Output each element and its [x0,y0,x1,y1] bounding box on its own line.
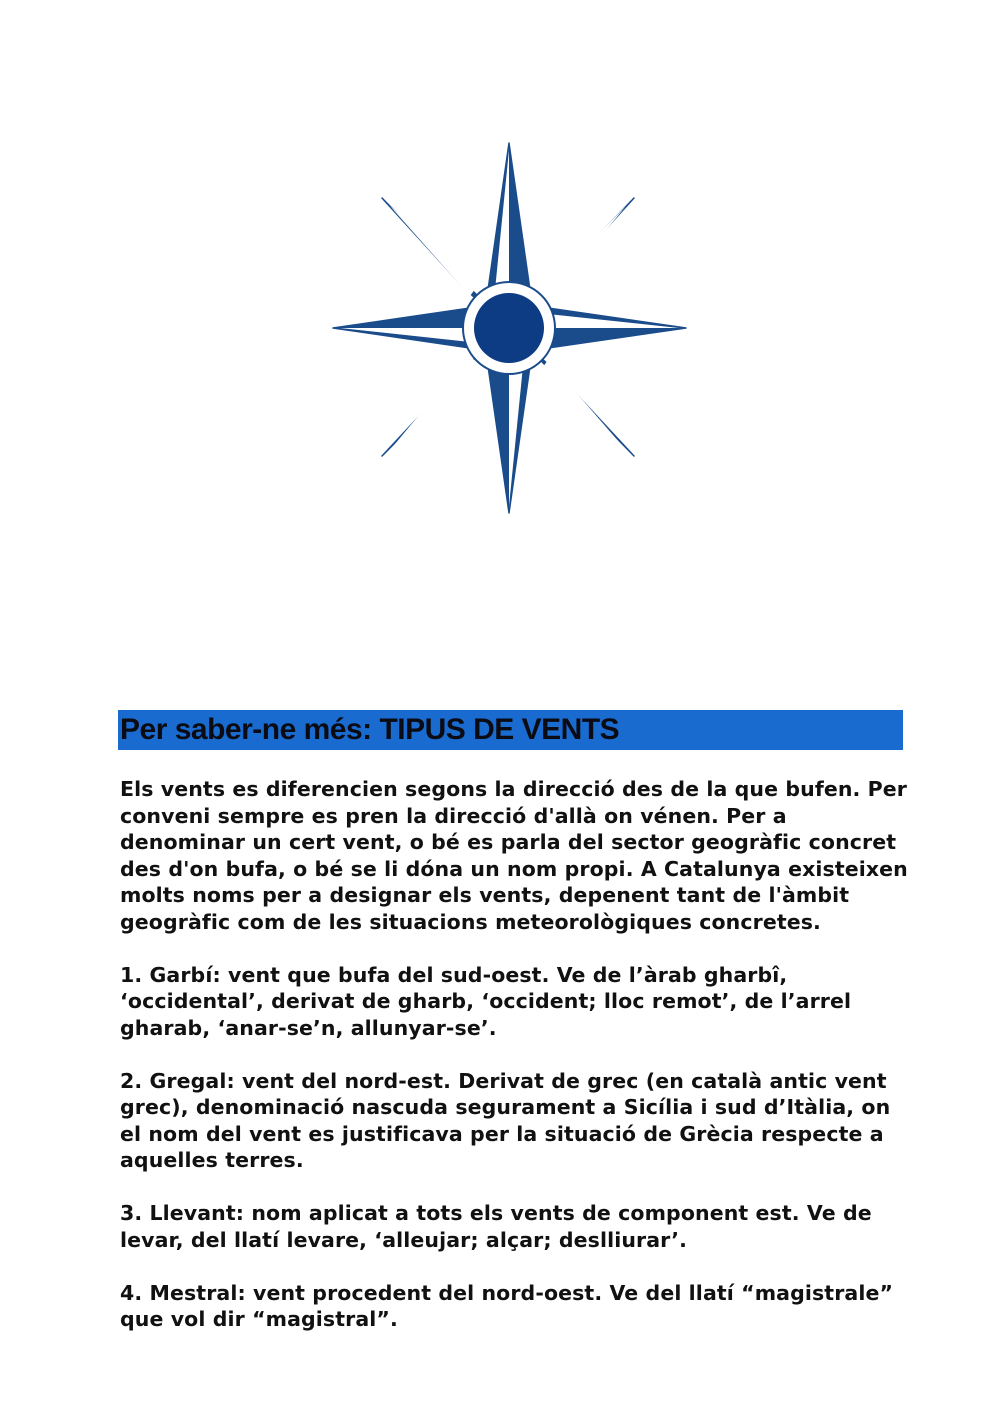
wind-item-llevant [120,1200,910,1253]
wind-item-garbi [120,962,910,1042]
wind-term: 1. Garbí [120,962,213,987]
wind-description: : vent procedent del nord-oest. Ve del llatí “magistrale” que vol dir “magistral”. [120,1280,894,1331]
wind-description: : nom aplicat a tots els vents de component est. Ve de levar, del llatí levare, ‘alleujar; alçar; deslliurar’. [120,1201,872,1252]
article-body [120,776,910,1359]
compass-rose-icon [330,140,688,518]
wind-item-gregal [120,1068,910,1174]
compass-center [474,293,544,363]
section-title-bar [118,710,903,750]
wind-item-mestral [120,1280,910,1333]
wind-term: 4. Mestral [120,1280,238,1305]
wind-description: : vent del nord-est. Derivat de grec (en català antic vent grec), denominació nascuda segurament a Sicília i sud d’Itàlia, on el nom del vent es justificava per la situació de Grècia respecte a aquelles terres. [120,1068,891,1172]
wind-description: : vent que bufa del sud-oest. Ve de l’àrab gharbî, ‘occidental’, derivat de gharb, ‘occident; lloc remot’, de l’arrel gharab, ‘anar-se’n, allunyar-se’. [120,962,852,1040]
wind-term: 3. Llevant [120,1201,236,1225]
wind-term: 2. Gregal [120,1068,227,1093]
intro-paragraph: Els vents es diferencien segons la direcció des de la que bufen. Per conveni sempre es pren la direcció d'allà on vénen. Per a denominar un cert vent, o bé es parla del sector geogràfic concret des d'on bufa, o bé se li dóna un nom propi. A Catalunya existeixen molts noms per a designar els vents, depenent tant de l'àmbit geogràfic com de les situacions meteorològiques concretes. [120,777,908,934]
section-title: Per saber-ne més: TIPUS DE VENTS [120,713,620,746]
